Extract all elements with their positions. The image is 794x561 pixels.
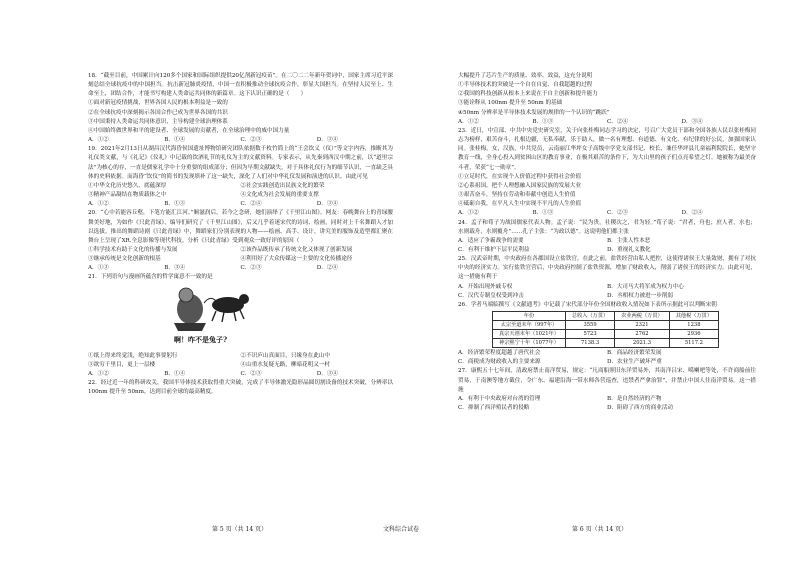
choice-c: C．②③ xyxy=(240,137,262,144)
question-27-options-row-1 xyxy=(458,395,756,404)
question-20-options-row-1 xyxy=(88,246,393,255)
choice-d: D．③④ xyxy=(316,370,339,377)
question-27-option-a: A．有利于中央政府对台湾的管理 xyxy=(458,395,541,402)
choice-b: B．①③ xyxy=(532,210,554,217)
question-27-option-d: D．阻碍了西方的商业活动 xyxy=(607,405,674,411)
question-25-option-b: B．大司马大将军成为权力中心 xyxy=(607,283,684,290)
table-cell: 2321 xyxy=(615,321,670,330)
question-18-option-3: ③中国秉持人类命运共同体意识，主导构建全球治理体系 xyxy=(88,118,228,125)
table-cell: 太宗至道末年（997年） xyxy=(493,321,566,330)
question-23-option-4: ④砥砺自我，在平凡人生中实现不平凡的人生价值 xyxy=(458,201,582,208)
question-22-continued-stem: 大幅提升了芯片生产的质量、效率、效益，这充分说明 xyxy=(458,73,593,79)
choice-a: A．①② xyxy=(458,118,479,125)
choice-b: B．①④ xyxy=(164,370,186,377)
left-column xyxy=(88,72,393,397)
comic-figure-base xyxy=(174,323,206,331)
table-cell: 7138.3 xyxy=(565,339,614,348)
choice-d: D．②④ xyxy=(316,265,339,272)
question-21-option-1: ①纸上得来终觉浅，绝知此事要躬行 xyxy=(88,352,178,359)
question-20-stem: 20．“心中若能容丘壑，下笔方能汇江河。”顺滋润后，若今之念研，她们演绎了《千里江山图》。网友：春晚舞台上的青绿腰舞美好地，为如作《只此青绿》，编导们研究了《千里江山图》，后又几乎着迷宋代的诗词、绘画，同时对上千名舞蹈人才加以选拔。推出的舞蹈诗剧《只此青绿》中，舞蹈家们分别表现的人物——绘画、高手、设计，讲究美的服饰及造型都汇聚在舞台上呈现了XR.全息影像等现代科技。分析《只此青绿》受到观众一致好评的原因（ ） xyxy=(88,210,393,244)
question-19-option-3: ③精神产品凝结在物质载体之中 xyxy=(88,192,167,199)
question-20-choices xyxy=(88,264,393,273)
question-22-stem: 22．经过近一年的科研攻关，我国半导体技术获取得重大突破，完成了半导体激光隐形晶圆切割设备的技术突破，分辨率以 100nm 提升至 50nm，达到目前全球的最高精度。 xyxy=(88,380,393,396)
question-21-option-2: ②不识庐山真面目，只缘身在此山中 xyxy=(240,352,331,359)
comic-illustration xyxy=(160,285,260,349)
choice-b: B．①④ xyxy=(164,137,186,144)
question-21-stem: 21．下列语句与漫画所蕴含的哲学寓意不一致的是 xyxy=(88,274,213,281)
choice-d: D．③④ xyxy=(316,201,339,208)
choice-b: B．①③ xyxy=(164,201,186,208)
question-20-option-3: ③继承传统是文化创新的根基 xyxy=(88,256,161,263)
question-27-options-row-2 xyxy=(458,404,756,413)
question-25-option-c: C．汉代专制皇权受到冲击 xyxy=(458,292,524,299)
table-cell: 5117.2 xyxy=(669,339,718,348)
table-cell: 3559 xyxy=(565,321,614,330)
question-26-options-row-2 xyxy=(458,358,756,367)
question-19-options-row-1 xyxy=(88,182,393,191)
choice-a: A．①③ xyxy=(88,265,109,272)
question-19-option-2: ②社会实践创造出民族文化的繁荣 xyxy=(240,182,325,189)
question-19-stem: 19．2021年2月13日从湖昌汉代海昏侯国遗址博物馆研究团队依据数千枚竹简上的“王会饮义（仪）”等文字内容，推断其为礼仪类文献，与《礼记》《仪礼》中记载的饮酒礼节的礼仪为主的文献资料。专家表示，从先秦到西汉中期之前，以“道里宗法”为核心的存，一直是儒家礼学中十分重要的组成部分；但因为早期文献缺失，对于具体礼仪行为的细节认识，一直缺乏具体的史料依据。而海昏“饮仪”的简书的发现填补了这一缺失，深化了人们对中华礼仪发展和演进的认识。由此可见 xyxy=(88,146,393,180)
question-19-choices xyxy=(88,200,393,209)
question-23-choices xyxy=(458,209,756,218)
choice-c: C．②④ xyxy=(607,118,629,125)
question-25-option-d: D．丞相权力被进一步削弱 xyxy=(607,292,674,299)
comic-drawing xyxy=(160,285,260,335)
question-25-stem: 25．汉武帝时期，中央政府在各郡国设立盐铁官，在此之前，盐铁经营由私人把控，这使得诸侯王大量敛财，拥有了对抗中央的经济实力。实行盐铁官营后，中央政府控制了盐铁资源，增加了财政收入，削弱了诸侯王的经济实力。由此可见，这一措施有利于 xyxy=(458,256,756,281)
table-header-cell: 其他税（万贯） xyxy=(669,312,718,321)
question-26-option-d: D．农业生产破坏严重 xyxy=(607,359,662,366)
question-23-stem: 23．近日，中宣部、中共中央党史研究室，关于向张桂梅同志学习的决定，号召广大党员干部和全国各族人民以张桂梅同志为榜样，艰苦奋斗，扎根边疆，无私奉献，乐于助人，做一名有理想、有道德、有文化、有纪律的好公民，加强国家认同。张桂梅，女，汉族，中共党员，云南丽江华坪女子高级中学党支部书记、校长，兼任华坪县儿童福利院院长，她坚守教育一线，全身心投入到贫困山区的教育事业，在极其艰苦的条件下，为大山里的孩子们点亮希望之灯。她被称为最美奋斗者，荣获“七一勋章”。 xyxy=(458,127,756,171)
question-27-option-b: B．是自然经济的产物 xyxy=(607,395,662,402)
question-24-option-a: A．适应了争霸战争的需要 xyxy=(458,237,524,244)
question-18-option-2: ②在全球抗疫中深刻揭示各国合作已成为世界各国的共识 xyxy=(88,109,228,116)
comic-caption: 啊！咋不是兔子? xyxy=(174,334,228,344)
table-cell: 1238 xyxy=(669,321,718,330)
choice-a: A．①② xyxy=(88,201,109,208)
choice-b: B．③④ xyxy=(164,265,186,272)
question-21-choices xyxy=(88,370,393,379)
choice-c: C．②③ xyxy=(240,265,262,272)
question-21-option-4: ④山重水复疑无路，柳暗花明又一村 xyxy=(240,361,331,368)
question-25-options-row-1 xyxy=(458,283,756,292)
question-22-option-2: ②我国的科技创新从根本上来说在于自主创新和提升能力 xyxy=(458,91,598,98)
question-26-option-a: A．经济繁荣程度超越了唐代社会 xyxy=(458,350,541,357)
question-26-option-c: C．商税成为财政收入的主要来源 xyxy=(458,359,541,366)
question-25-option-a: A．开始出现外戚专权 xyxy=(458,283,513,290)
question-27-stem: 27．康熙五十七年间，清政府禁止南洋贸易，规定：“凡商船照旧东洋贸易外，其南洋吕宋、噶喇吧等处，不许商船前往贸易，于南澳等地方截住，令广东、福建沿海一带水师各营巡查，违禁者严拿治罪”，并禁止中国人往南洋贸易。这一措施 xyxy=(458,368,756,393)
right-column xyxy=(458,72,756,413)
revenue-table xyxy=(492,311,719,348)
choice-c: C．②④ xyxy=(240,201,262,208)
exam-title-footer: 文科综合试卷 xyxy=(383,526,420,533)
question-23-option-1: ①立足时代，在实现个人价值过程中获得社会价值 xyxy=(458,173,582,180)
choice-d: D．③④ xyxy=(316,137,339,144)
question-18-option-4: ④中国始终做世界和平的建设者、全球发展的贡献者，在全球治理中的威中国力量 xyxy=(88,127,290,134)
choice-a: A．①② xyxy=(458,210,479,217)
table-row xyxy=(493,339,719,348)
choice-b: B．①③ xyxy=(532,118,554,125)
table-header-cell: 总收入（万贯） xyxy=(565,312,614,321)
question-19-options-row-2 xyxy=(88,191,393,200)
question-20-options-row-2 xyxy=(88,255,393,264)
choice-c: C．②③ xyxy=(607,210,629,217)
question-21-option-3: ③欲穷千里目，更上一层楼 xyxy=(88,361,156,368)
page-number-right: 第 6 页（共 14 页） xyxy=(572,526,628,533)
question-26-options-row-1 xyxy=(458,349,756,358)
table-cell: 神宗熙宁十年（1077年） xyxy=(493,339,566,348)
choice-c: C．②③ xyxy=(240,370,262,377)
question-22-option-4: ④50nm 分辨率是半导体技术发展的规律的一个认识的“跳跃” xyxy=(458,109,610,116)
question-27-option-c: C．抑制了西洋殖民者的侵略 xyxy=(458,405,530,411)
question-19-option-4: ④文化成为社会发展的重要支撑 xyxy=(240,192,319,199)
choice-a: A．①② xyxy=(88,370,109,377)
question-24-options-row-1 xyxy=(458,237,756,246)
question-20-option-1: ①科学技术有助于文化的传播与发展 xyxy=(88,246,178,253)
question-18-option-1: ①面对新冠疫情挑战，世界各国人民的根本利益是一致的 xyxy=(88,100,228,107)
table-row xyxy=(493,321,719,330)
comic-figure-head xyxy=(179,288,193,302)
question-23-option-3: ③艰苦奋斗，坚持在劳动和奉献中创造人生价值 xyxy=(458,192,576,199)
table-header-cell: 农业两税（万贯） xyxy=(615,312,670,321)
table-cell: 2936 xyxy=(669,330,718,339)
page-number-left: 第 5 页（共 14 页） xyxy=(212,526,268,533)
choice-a: A．①② xyxy=(88,137,109,144)
question-21-options-row-1 xyxy=(88,352,393,361)
question-24-option-b: B．主张人性本恶 xyxy=(607,237,651,244)
question-22-option-1: ①半导体技术的突破是一个自在自觉、自我超越的过程 xyxy=(458,82,593,89)
comic-animal-head xyxy=(239,294,249,304)
choice-d: D．②④ xyxy=(681,210,703,217)
question-24-options-row-2 xyxy=(458,246,756,255)
question-18-choices xyxy=(88,136,393,145)
question-19-option-1: ①中华文化历史悠久、底蕴深厚 xyxy=(88,182,167,189)
question-20-option-4: ④利用好了大众传媒这一主要的文化传播途径 xyxy=(240,256,353,263)
choice-d: D．③④ xyxy=(681,118,703,125)
table-cell: 2021.3 xyxy=(615,339,670,348)
question-25-options-row-2 xyxy=(458,292,756,301)
question-20-option-2: ②该作品既传承了传统文化又体现了创新发展 xyxy=(240,246,353,253)
question-24-option-c: C．有利于维护下层平民利益 xyxy=(458,246,530,253)
table-header-cell: 年份 xyxy=(493,312,566,321)
question-24-stem: 24．孟子和荀子为战国儒家代表人物。孟子说：“民为贵，社稷次之，君为轻。”荀子说：“君者，舟也；庶人者，水也；水则载舟，水则覆舟”……孔子主张：“为政以德”。这说明他们都主张 xyxy=(458,219,756,235)
question-22-option-3: ③能诠释从 100nm 提升至 50nm 的基础 xyxy=(458,100,563,107)
question-26-option-b: B．商品经济繁荣发展 xyxy=(607,350,662,357)
question-26-stem: 26．学者马端临撰写《文献通考》中记载了宋代部分年份全国财政收入情况如下表所示据此可以判断宋朝 xyxy=(458,301,717,308)
question-18-stem: 18．“截至目前，中国累计向120多个国家和国际组织提供20亿剂新冠疫苗”。在二〇二二年新年贺词中，国家主席习近平深刻总结全球抗疫中的中国担当。抗击新冠肺炎疫情，中国一直积极推动全球抗疫合作，彰显大国担当。在坚持人民至上、生命至上，团结合作，才能书写构建人类命运共同体的新篇章。这下认识正确的是（ ） xyxy=(88,73,393,98)
question-23-option-2: ②心系祖国，把个人理想融入国家民族的发展大业 xyxy=(458,182,582,189)
table-header-row xyxy=(493,312,719,321)
table-row xyxy=(493,330,719,339)
table-cell: 真宗天禧末年（1021年） xyxy=(493,330,566,339)
table-cell: 5723 xyxy=(565,330,614,339)
question-21-options-row-2 xyxy=(88,361,393,370)
table-cell: 2762 xyxy=(615,330,670,339)
question-22-choices xyxy=(458,118,756,127)
question-24-option-d: D．重视礼义教化 xyxy=(607,246,651,253)
